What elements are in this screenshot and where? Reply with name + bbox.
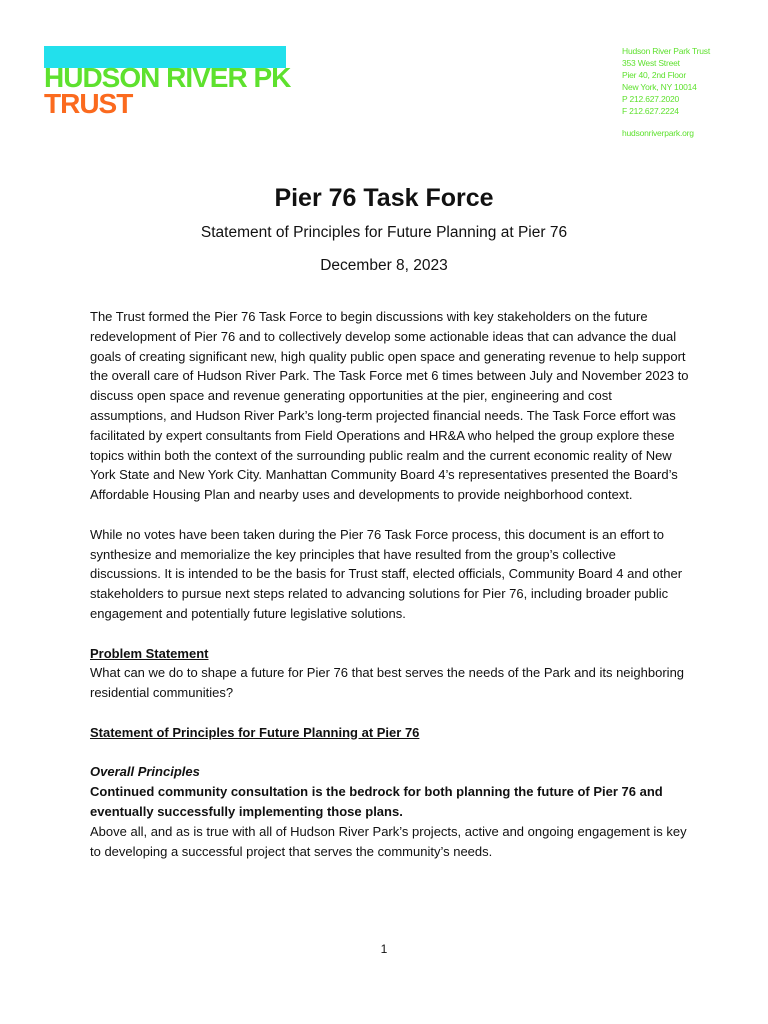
overall-principles-text: Above all, and as is true with all of Hudson River Park’s projects, active and ongoing engagement is key to developing a successful project that serves the community’s needs. <box>90 823 687 859</box>
overall-principles-heading: Overall Principles <box>90 764 200 780</box>
purpose-paragraph: While no votes have been taken during the Pier 76 Task Force process, this document is an effort to synthesize and memorialize the key principles that have resulted from the group’s collective discussions. It is intended to be the basis for Trust staff, elected officials, Community Board 4 and other stakeholders to pursue next steps related to advancing solutions for Pier 76, including broader public engagement and potentially future legislative solutions. <box>90 526 683 621</box>
document-date: December 8, 2023 <box>320 257 448 274</box>
hudson-river-park-trust-logo <box>44 46 289 120</box>
pier-address: Pier 40, 2nd Floor <box>622 70 686 80</box>
problem-statement-heading: Problem Statement <box>90 645 209 661</box>
address-block <box>622 45 762 139</box>
org-name: Hudson River Park Trust <box>622 46 710 56</box>
page-number: 1 <box>380 942 388 956</box>
logo-line-2: TRUST <box>44 88 133 119</box>
street-address: 353 West Street <box>622 58 680 68</box>
principles-heading: Statement of Principles for Future Planning at Pier 76 <box>90 724 420 740</box>
document-title: Pier 76 Task Force <box>274 184 494 212</box>
overall-principles-bold-text: Continued community consultation is the bedrock for both planning the future of Pier 76 and eventually successfully implementing those plans. <box>90 784 663 819</box>
logo-line-1: HUDSON RIVER PK <box>44 62 291 93</box>
document-body <box>90 307 690 861</box>
problem-statement-text: What can we do to shape a future for Pier 76 that best serves the needs of the Park and its neighboring residential communities? <box>90 665 685 701</box>
document-subtitle: Statement of Principles for Future Planning at Pier 76 <box>200 224 568 241</box>
phone-number: P 212.627.2020 <box>622 94 680 104</box>
city-address: New York, NY 10014 <box>622 82 697 92</box>
website-link[interactable]: hudsonriverpark.org <box>622 128 694 138</box>
intro-paragraph: The Trust formed the Pier 76 Task Force to begin discussions with key stakeholders on the future redevelopment of Pier 76 and to collectively develop some actionable ideas that can advance the dual goals of creating significant new, high quality public open space and generating revenue to help support the overall care of Hudson River Park. The Task Force met 6 times between July and November 2023 to discuss open space and revenue generating opportunities at the pier, engineering and cost assumptions, and Hudson River Park’s long-term projected financial needs. The Task Force effort was facilitated by expert consultants from Field Operations and HR&A who helped the group explore these topics within both the context of the surrounding public realm and the current economic reality of New York State and New York City. Manhattan Community Board 4’s representatives presented the Board’s Affordable Housing Plan and nearby uses and developments to provide neighborhood context. <box>90 309 689 503</box>
fax-number: F 212.627.2224 <box>622 106 679 116</box>
